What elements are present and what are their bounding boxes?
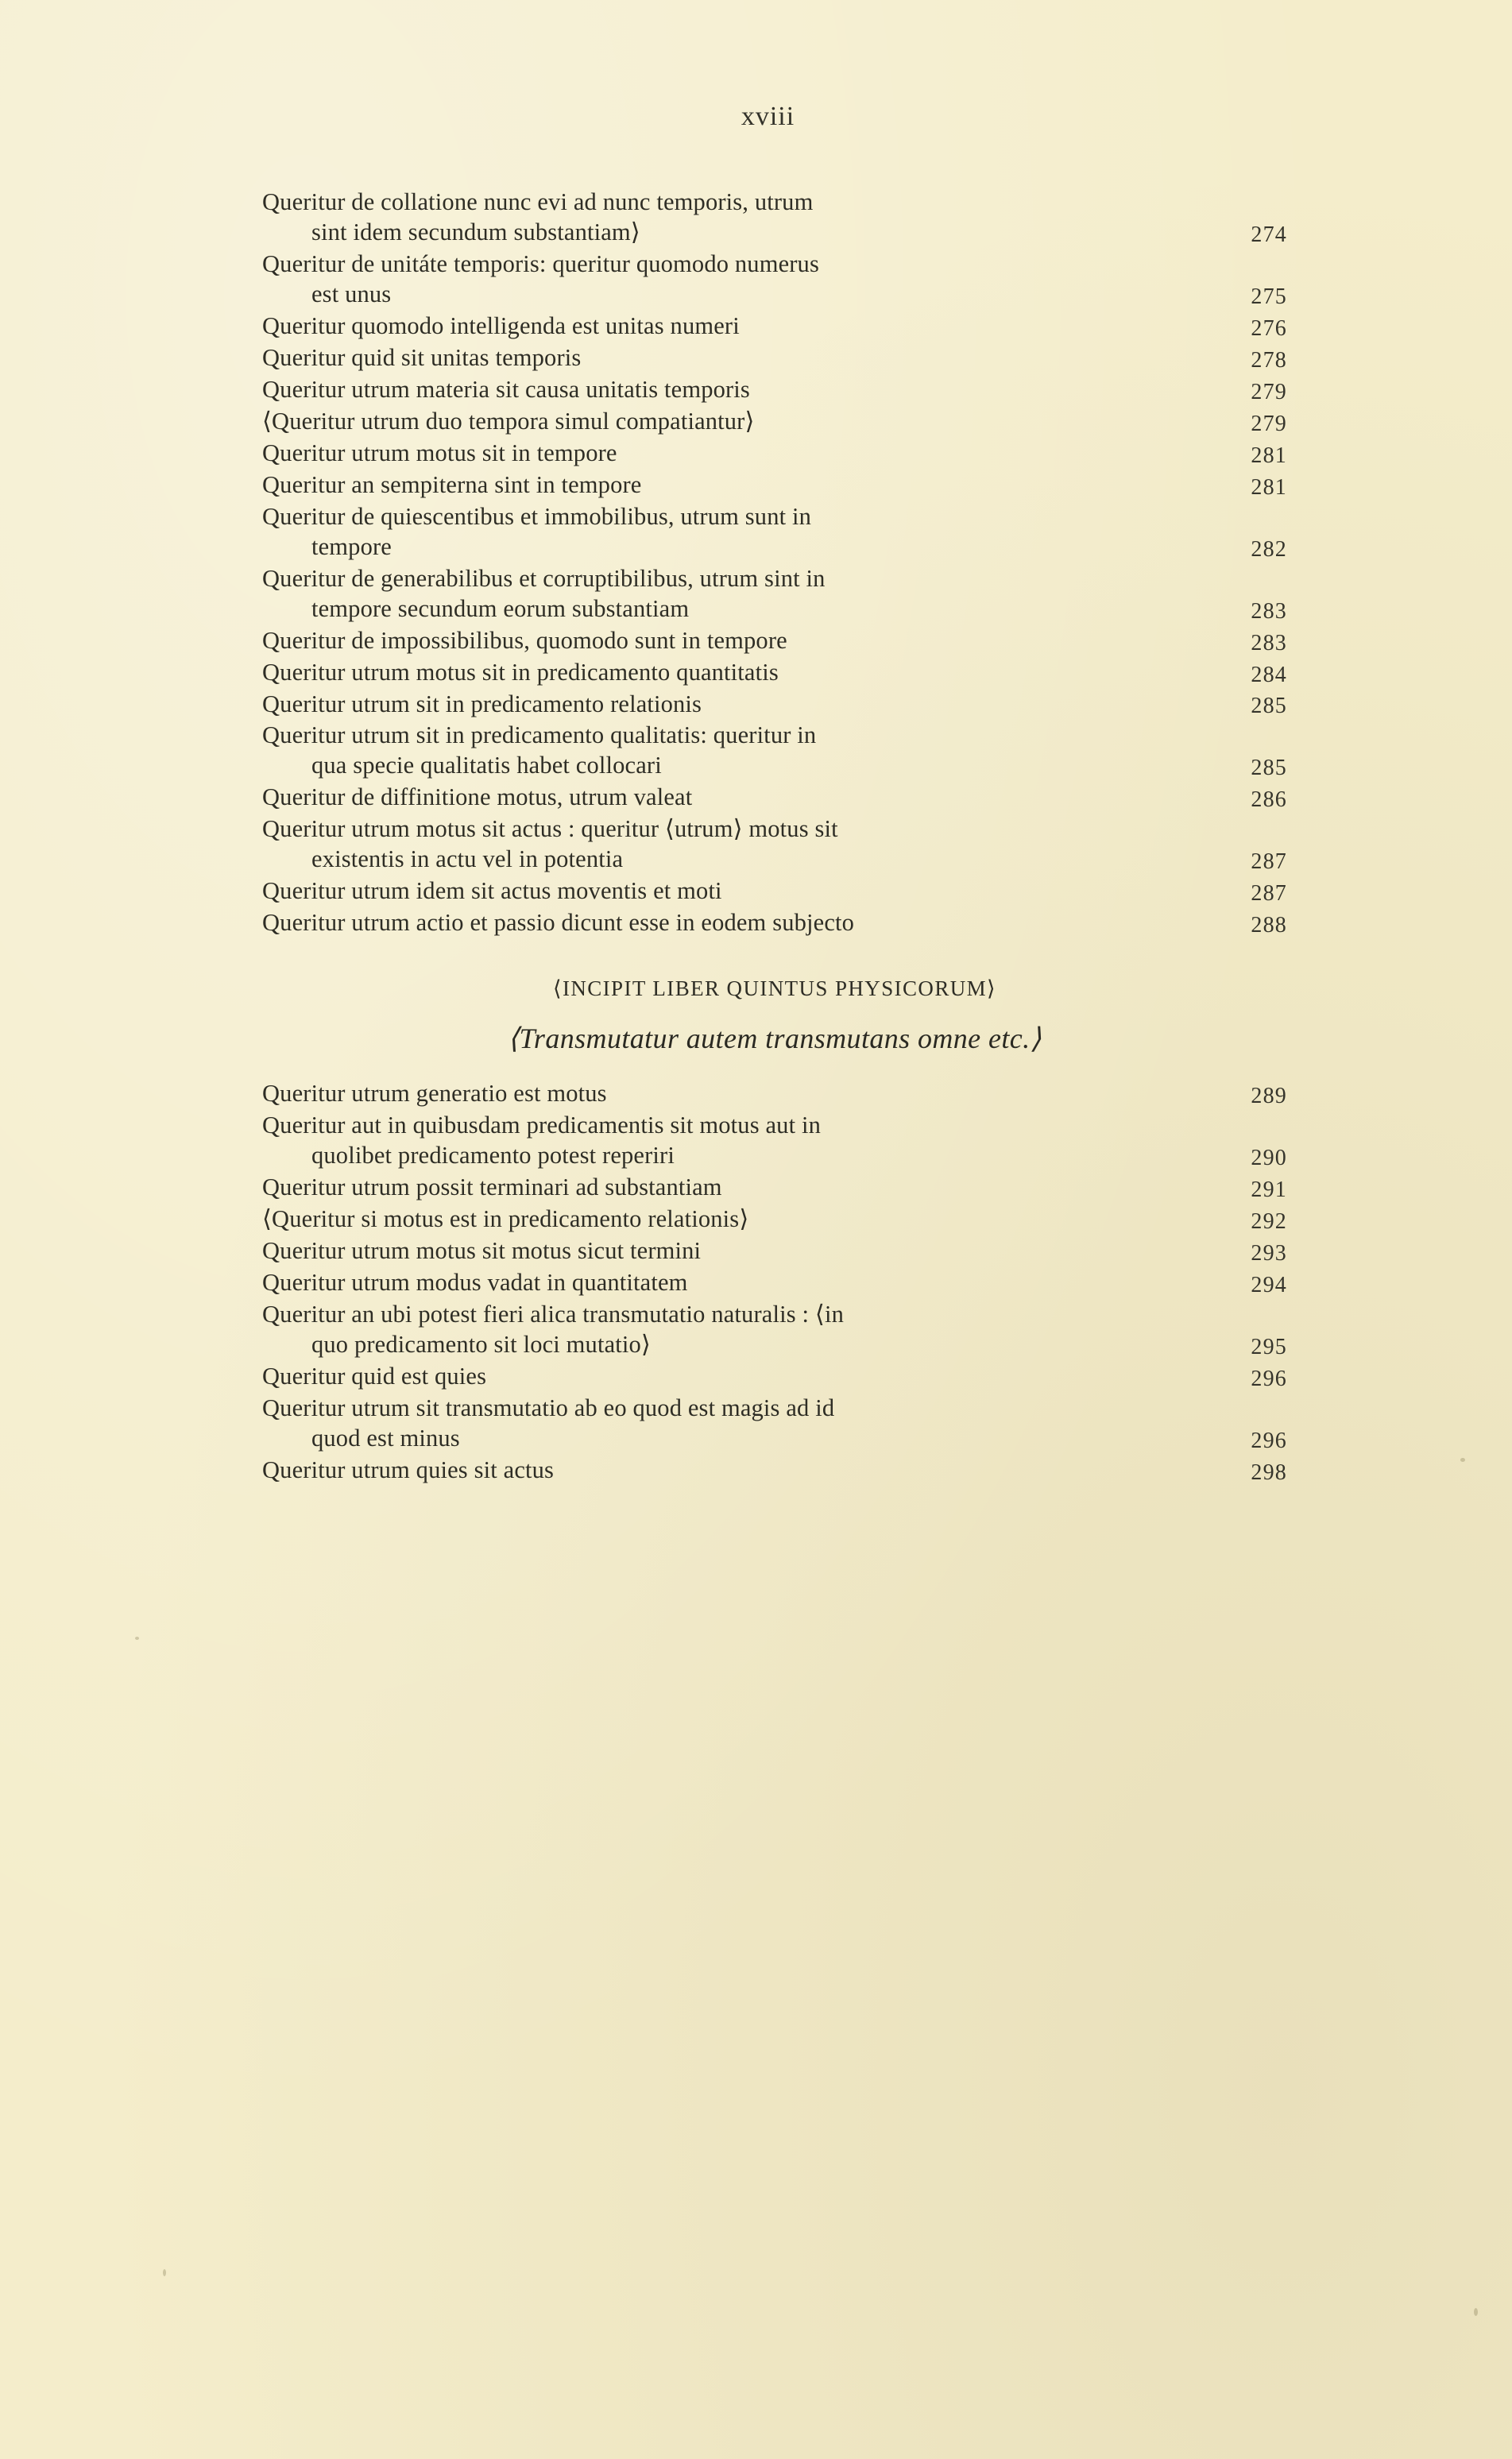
paper-speck — [163, 2269, 166, 2276]
toc-entry-page-number: 296 — [1251, 1428, 1287, 1453]
section-subtitle: ⟨Transmutatur autem transmutans omne etc.⟩ — [508, 1023, 1042, 1055]
toc-entry[interactable] — [262, 876, 1287, 907]
toc-entry-text: tempore — [311, 532, 392, 560]
toc-entry-text: tempore secundum eorum substantiam — [311, 594, 690, 622]
toc-list-part-one — [262, 188, 1287, 938]
toc-entry-text: Queritur utrum sit in predicamento qualitatis: queritur in — [262, 721, 817, 749]
toc-entry-page-number: 274 — [1251, 222, 1287, 247]
toc-entry[interactable] — [262, 783, 1287, 813]
toc-entry-page-number: 278 — [1251, 347, 1287, 373]
toc-entry-text: Queritur utrum sit transmutatio ab eo quod est magis ad id — [262, 1394, 835, 1421]
toc-entry[interactable] — [262, 908, 1287, 938]
toc-entry[interactable] — [262, 188, 1287, 248]
toc-entry[interactable] — [262, 1173, 1287, 1203]
toc-entry-page-number: 286 — [1251, 787, 1287, 813]
toc-entry-page-number: 287 — [1251, 849, 1287, 875]
toc-entry-page-number: 289 — [1251, 1084, 1287, 1109]
toc-entry-page-number: 281 — [1251, 474, 1287, 500]
toc-entry-text: quod est minus — [311, 1424, 460, 1452]
toc-entry-text: Queritur an sempiterna sint in tempore — [262, 470, 642, 498]
toc-entry[interactable] — [262, 626, 1287, 656]
toc-entry-text: Queritur aut in quibusdam predicamentis sit motus aut in — [262, 1112, 822, 1139]
toc-entry-text: Queritur de quiescentibus et immobilibus, utrum sunt in — [262, 502, 812, 530]
toc-entry-text: Queritur utrum quies sit actus — [262, 1456, 555, 1483]
toc-entry-text: sint idem secundum substantiam⟩ — [311, 218, 640, 246]
toc-entry[interactable] — [262, 249, 1287, 310]
toc-entry-text: quolibet predicamento potest reperiri — [311, 1142, 675, 1170]
toc-entry-page-number: 298 — [1251, 1460, 1287, 1485]
toc-entry-text: Queritur an ubi potest fieri alica transmutatio naturalis : ⟨in — [262, 1301, 844, 1328]
toc-entry-text: est unus — [311, 280, 392, 307]
toc-entry-page-number: 296 — [1251, 1366, 1287, 1391]
toc-entry-page-number: 285 — [1251, 694, 1287, 719]
toc-entry-text: Queritur utrum generatio est motus — [262, 1080, 607, 1108]
toc-entry[interactable] — [262, 502, 1287, 563]
toc-entry-page-number: 294 — [1251, 1273, 1287, 1298]
toc-list-part-two — [262, 1079, 1287, 1486]
toc-entry[interactable] — [262, 1456, 1287, 1486]
paper-speck — [135, 1637, 139, 1640]
toc-entry-text: Queritur quomodo intelligenda est unitas numeri — [262, 311, 740, 339]
toc-entry[interactable] — [262, 470, 1287, 501]
section-heading — [262, 976, 1287, 1001]
toc-entry[interactable] — [262, 343, 1287, 373]
toc-entry-page-number: 281 — [1251, 443, 1287, 468]
toc-entry-page-number: 279 — [1251, 379, 1287, 404]
toc-entry-text: Queritur de unitáte temporis: queritur quomodo numerus — [262, 249, 819, 277]
toc-entry-page-number: 295 — [1251, 1334, 1287, 1359]
toc-entry-page-number: 291 — [1251, 1177, 1287, 1203]
toc-entry-page-number: 285 — [1251, 756, 1287, 781]
toc-entry-text: Queritur utrum actio et passio dicunt esse in eodem subjecto — [262, 909, 855, 937]
toc-entry-text: Queritur quid est quies — [262, 1362, 487, 1390]
toc-entry-page-number: 288 — [1251, 913, 1287, 938]
toc-entry-page-number: 275 — [1251, 284, 1287, 309]
toc-entry-page-number: 292 — [1251, 1209, 1287, 1235]
toc-entry[interactable] — [262, 439, 1287, 469]
page-folio: xviii — [741, 102, 795, 131]
toc-entry-text: Queritur utrum motus sit actus : queritur ⟨utrum⟩ motus sit — [262, 815, 838, 843]
toc-entry[interactable] — [262, 690, 1287, 720]
toc-entry-page-number: 287 — [1251, 881, 1287, 907]
toc-entry[interactable] — [262, 1236, 1287, 1266]
toc-entry-page-number: 293 — [1251, 1241, 1287, 1266]
toc-entry-text: Queritur quid sit unitas temporis — [262, 343, 582, 371]
toc-entry-text: Queritur de generabilibus et corruptibilibus, utrum sint in — [262, 564, 826, 592]
section-heading-suffix: ⟩ — [987, 976, 996, 1001]
toc-entry-text: Queritur de collatione nunc evi ad nunc temporis, utrum — [262, 188, 814, 215]
toc-entry-text: Queritur utrum motus sit in tempore — [262, 439, 617, 466]
toc-entry[interactable] — [262, 1111, 1287, 1171]
toc-entry-text: Queritur utrum sit in predicamento relationis — [262, 690, 702, 717]
table-of-contents — [262, 188, 1287, 1486]
toc-entry-text: existentis in actu vel in potentia — [311, 845, 624, 873]
section-heading-caps: NCIPIT LIBER QUINTUS PHYSICORUM — [570, 976, 988, 1001]
toc-entry-text: Queritur de diffinitione motus, utrum valeat — [262, 783, 693, 811]
toc-entry[interactable] — [262, 1079, 1287, 1109]
toc-entry[interactable] — [262, 814, 1287, 875]
toc-entry-page-number: 279 — [1251, 411, 1287, 436]
toc-entry-text: qua specie qualitatis habet collocari — [311, 752, 662, 779]
toc-entry-text: Queritur utrum idem sit actus moventis et moti — [262, 877, 722, 905]
toc-entry[interactable] — [262, 311, 1287, 342]
section-heading-prefix: ⟨I — [553, 976, 571, 1001]
toc-entry[interactable] — [262, 375, 1287, 405]
toc-entry-text: Queritur utrum possit terminari ad substantiam — [262, 1173, 722, 1201]
toc-entry[interactable] — [262, 1394, 1287, 1454]
toc-entry-page-number: 283 — [1251, 598, 1287, 624]
toc-entry-text: Queritur utrum materia sit causa unitatis temporis — [262, 375, 750, 403]
toc-entry-page-number: 284 — [1251, 662, 1287, 687]
toc-entry-page-number: 283 — [1251, 630, 1287, 655]
toc-entry[interactable] — [262, 658, 1287, 688]
toc-entry[interactable] — [262, 1204, 1287, 1235]
toc-entry-text: ⟨Queritur si motus est in predicamento relationis⟩ — [262, 1205, 749, 1233]
toc-entry[interactable] — [262, 721, 1287, 781]
toc-entry-page-number: 276 — [1251, 315, 1287, 341]
toc-entry-page-number: 290 — [1251, 1146, 1287, 1171]
toc-entry-text: Queritur utrum motus sit motus sicut termini — [262, 1237, 702, 1265]
toc-entry[interactable] — [262, 1362, 1287, 1392]
toc-entry[interactable] — [262, 564, 1287, 624]
toc-entry-text: Queritur utrum modus vadat in quantitatem — [262, 1269, 688, 1297]
toc-entry-text: Queritur utrum motus sit in predicamento quantitatis — [262, 658, 779, 686]
toc-entry-text: ⟨Queritur utrum duo tempora simul compatiantur⟩ — [262, 407, 755, 435]
toc-entry[interactable] — [262, 1300, 1287, 1360]
toc-entry-page-number: 282 — [1251, 536, 1287, 562]
toc-entry-text: quo predicamento sit loci mutatio⟩ — [311, 1331, 651, 1358]
paper-speck — [1474, 2308, 1478, 2316]
toc-entry[interactable] — [262, 1268, 1287, 1298]
toc-entry[interactable] — [262, 407, 1287, 437]
toc-entry-text: Queritur de impossibilibus, quomodo sunt in tempore — [262, 626, 787, 654]
